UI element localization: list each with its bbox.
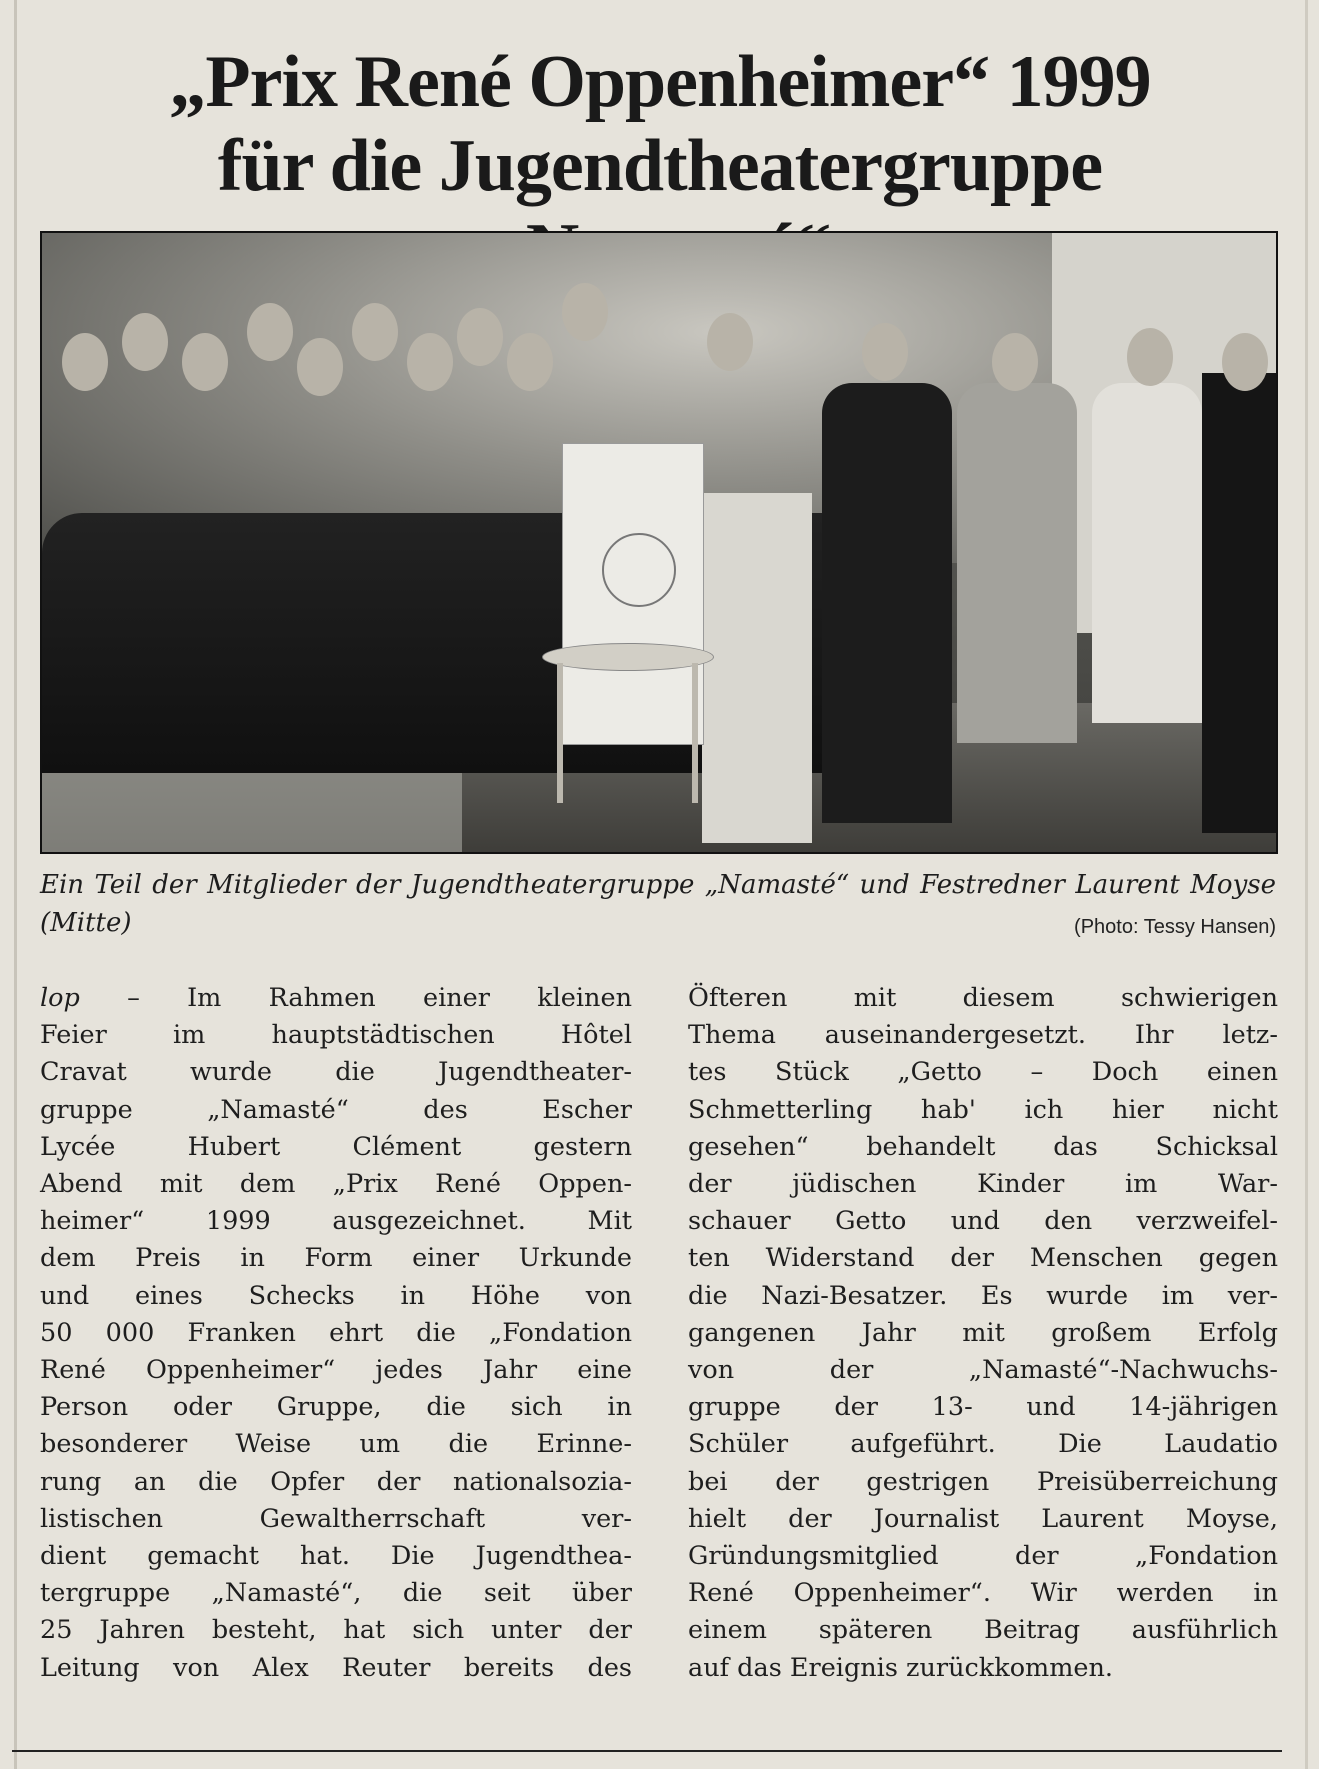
article-line: schauer Getto und den verzweifel- xyxy=(688,1206,1278,1237)
article-line: Feier im hauptstädtischen Hôtel xyxy=(40,1020,632,1051)
article-line: einem späteren Beitrag ausführlich xyxy=(688,1615,1278,1646)
article-line: René Oppenheimer“. Wir werden in xyxy=(688,1578,1278,1609)
article-line: und eines Schecks in Höhe von xyxy=(40,1280,632,1311)
photo-credit: (Photo: Tessy Hansen) xyxy=(1074,916,1276,938)
article-line: der jüdischen Kinder im War- xyxy=(688,1169,1278,1200)
article-line: dient gemacht hat. Die Jugendthea- xyxy=(40,1541,632,1572)
article-line: Person oder Gruppe, die sich in xyxy=(40,1392,632,1423)
photo-caption: Ein Teil der Mitglieder der Jugendtheatergruppe „Namasté“ und Festredner Laurent Moyse (Mitte) xyxy=(40,870,1276,938)
photo-person-grey-jacket xyxy=(957,383,1077,743)
photo-person-head xyxy=(507,333,553,391)
article-line: René Oppenheimer“ jedes Jahr eine xyxy=(40,1355,632,1386)
article-line: 50 000 Franken ehrt die „Fondation xyxy=(40,1317,632,1348)
article-line: tes Stück „Getto – Doch einen xyxy=(688,1057,1278,1088)
article-line: gruppe „Namasté“ des Escher xyxy=(40,1094,632,1125)
article-line: Thema auseinandergesetzt. Ihr letz- xyxy=(688,1020,1278,1051)
article-line: besonderer Weise um die Erinne- xyxy=(40,1429,632,1460)
photo-person-head xyxy=(122,313,168,371)
photo-table-leg xyxy=(692,663,698,803)
article-line: gangenen Jahr mit großem Erfolg xyxy=(688,1317,1278,1348)
article-line: dem Preis in Form einer Urkunde xyxy=(40,1243,632,1274)
photo-person-head xyxy=(247,303,293,361)
article-photo xyxy=(40,231,1278,854)
headline-line-1: „Prix René Oppenheimer“ 1999 xyxy=(169,41,1151,123)
article-line: tergruppe „Namasté“, die seit über xyxy=(40,1578,632,1609)
photo-person-head xyxy=(992,333,1038,391)
article-line: auf das Ereignis zurückkommen. xyxy=(688,1652,1114,1683)
photo-person-head xyxy=(862,323,908,381)
photo-person-head xyxy=(352,303,398,361)
clipping-edge-right xyxy=(1305,0,1308,1769)
photo-person-head xyxy=(407,333,453,391)
article-line: die Nazi-Besatzer. Es wurde im ver- xyxy=(688,1280,1278,1311)
hotel-crest-icon xyxy=(602,533,676,607)
article-line: gruppe der 13- und 14-jährigen xyxy=(688,1392,1278,1423)
photo-person-dark-coat xyxy=(822,383,952,823)
photo-table-leg xyxy=(557,663,563,803)
article-line: von der „Namasté“-Nachwuchs- xyxy=(688,1355,1278,1386)
article-line: ten Widerstand der Menschen gegen xyxy=(688,1243,1278,1274)
headline-line-2: für die Jugendtheatergruppe xyxy=(217,125,1103,207)
article-line: Cravat wurde die Jugendtheater- xyxy=(40,1057,632,1088)
article-line: bei der gestrigen Preisüberreichung xyxy=(688,1466,1278,1497)
article-line: Schmetterling hab' ich hier nicht xyxy=(688,1094,1278,1125)
article-line: rung an die Opfer der nationalsozia- xyxy=(40,1466,632,1497)
photo-person-head xyxy=(297,338,343,396)
article-line: Schüler aufgeführt. Die Laudatio xyxy=(688,1429,1278,1460)
photo-lectern-side xyxy=(702,493,812,843)
author-initials: lop xyxy=(40,983,80,1013)
photo-person-head xyxy=(1127,328,1173,386)
photo-speaker-head xyxy=(707,313,753,371)
article-line: lop – Im Rahmen einer kleinen xyxy=(40,983,632,1013)
article-line: Gründungsmitglied der „Fondation xyxy=(688,1541,1278,1572)
photo-person-head xyxy=(457,308,503,366)
article-line: hielt der Journalist Laurent Moyse, xyxy=(688,1503,1278,1534)
article-line: heimer“ 1999 ausgezeichnet. Mit xyxy=(40,1206,632,1237)
bottom-rule xyxy=(12,1750,1282,1752)
article-line: listischen Gewaltherrschaft ver- xyxy=(40,1503,632,1534)
article-line: Lycée Hubert Clément gestern xyxy=(40,1131,632,1162)
article-column-2 xyxy=(688,980,1278,1687)
article-line: Leitung von Alex Reuter bereits des xyxy=(40,1652,632,1683)
article-column-1 xyxy=(40,980,632,1687)
photo-person-head xyxy=(62,333,108,391)
article-line: Öfteren mit diesem schwierigen xyxy=(688,983,1278,1013)
article-line: 25 Jahren besteht, hat sich unter der xyxy=(40,1615,632,1646)
photo-person-far-right xyxy=(1202,373,1276,833)
article-line: Abend mit dem „Prix René Oppen- xyxy=(40,1169,632,1200)
photo-person-head xyxy=(1222,333,1268,391)
photo-person-white-jacket xyxy=(1092,383,1202,723)
article-line: gesehen“ behandelt das Schicksal xyxy=(688,1131,1278,1162)
photo-side-table xyxy=(542,643,714,671)
photo-person-head xyxy=(182,333,228,391)
clipping-edge-left xyxy=(14,0,17,1769)
photo-person-head xyxy=(562,283,608,341)
